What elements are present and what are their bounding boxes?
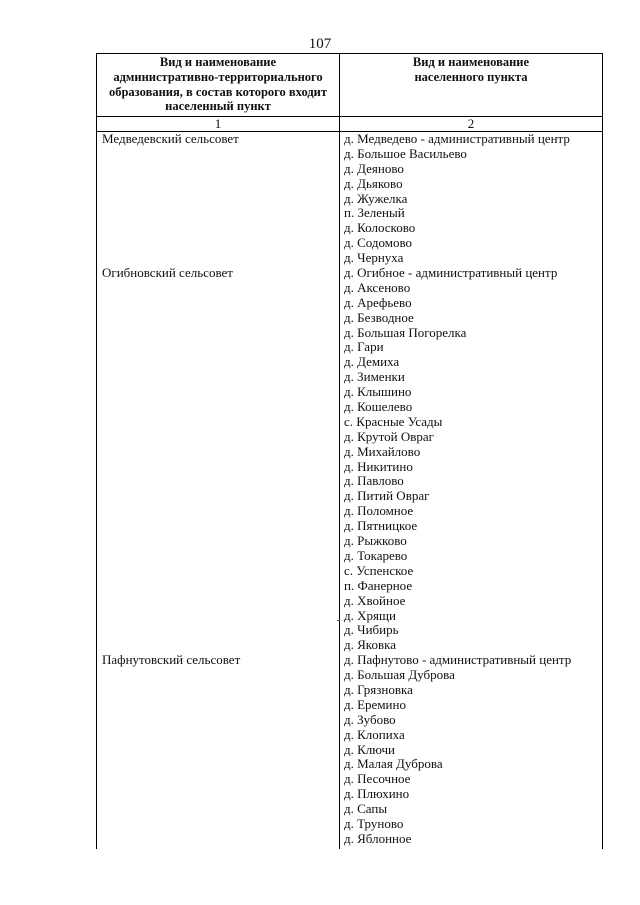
table-row <box>97 757 602 772</box>
table-row <box>97 400 602 415</box>
district-name: Пафнутовский сельсовет <box>102 652 241 668</box>
settlement-name: д. Клышино <box>344 384 412 400</box>
settlement-name: д. Труново <box>344 815 404 831</box>
settlement-name: д. Еремино <box>344 696 406 712</box>
settlement-name: п. Зеленый <box>344 205 405 221</box>
table-row <box>97 385 602 400</box>
settlement-name: д. Демиха <box>344 354 400 370</box>
settlement-name: д. Яковка <box>344 637 396 653</box>
table-body <box>97 132 602 847</box>
settlement-name: д. Малая Дуброва <box>344 756 443 772</box>
settlement-name: д. Большая Дуброва <box>344 667 455 683</box>
settlement-name: д. Яблонное <box>344 830 412 846</box>
settlement-name: д. Ключи <box>344 741 395 757</box>
table-row <box>97 519 602 534</box>
table-row <box>97 504 602 519</box>
table-row <box>97 668 602 683</box>
settlement-name: д. Михайлово <box>344 443 421 459</box>
table-row <box>97 460 602 475</box>
settlement-name: д. Содомово <box>344 235 413 251</box>
settlement-name: д. Песочное <box>344 771 411 787</box>
settlement-name: д. Пятницкое <box>344 518 418 534</box>
table-row <box>97 474 602 489</box>
table-row <box>97 415 602 430</box>
header-col1 <box>97 55 339 114</box>
table-row <box>97 192 602 207</box>
settlement-name: д. Плюхино <box>344 786 410 802</box>
settlement-name: д. Питий Овраг <box>344 488 430 504</box>
table-row <box>97 132 602 147</box>
header-col2 <box>340 55 602 85</box>
table-row <box>97 817 602 832</box>
table-row <box>97 683 602 698</box>
table-row <box>97 728 602 743</box>
settlement-name: д. Дьяково <box>344 175 403 191</box>
settlement-name: с. Успенское <box>344 562 414 578</box>
table-row <box>97 266 602 281</box>
settlement-name: д. Колосково <box>344 220 416 236</box>
table-row <box>97 430 602 445</box>
table-row <box>97 832 602 847</box>
header-col1-line: населенный пункт <box>165 99 271 114</box>
settlement-name: п. Фанерное <box>344 577 413 593</box>
scan-mark <box>337 620 340 621</box>
settlement-name: д. Деяново <box>344 160 404 176</box>
header-col1-line: Вид и наименование <box>159 55 277 69</box>
settlement-name: д. Зубово <box>344 711 396 727</box>
table-row <box>97 355 602 370</box>
header-col2-line: Вид и наименование <box>412 55 530 69</box>
header-col1-line: образования, в состав которого входит <box>108 84 328 99</box>
table-row <box>97 802 602 817</box>
table-row <box>97 564 602 579</box>
settlement-name: д. Огибное - административный центр <box>344 265 558 281</box>
settlement-name: д. Грязновка <box>344 681 413 697</box>
settlement-name: д. Медведево - административный центр <box>344 131 570 146</box>
settlement-name: д. Павлово <box>344 473 404 489</box>
settlement-name: д. Большое Васильево <box>344 145 467 161</box>
settlement-name: д. Хвойное <box>344 592 406 608</box>
table-row <box>97 281 602 296</box>
settlement-name: д. Арефьево <box>344 294 412 310</box>
settlement-name: д. Чибирь <box>344 622 399 638</box>
settlement-name: д. Токарево <box>344 547 408 563</box>
table-row <box>97 534 602 549</box>
table-row <box>97 251 602 266</box>
table-row <box>97 340 602 355</box>
settlement-name: д. Сапы <box>344 801 388 817</box>
district-name: Огибновский сельсовет <box>102 265 233 281</box>
settlement-name: д. Безводное <box>344 309 414 325</box>
table-row <box>97 772 602 787</box>
table-row <box>97 147 602 162</box>
table-row <box>97 653 602 668</box>
settlement-name: д. Пафнутово - административный центр <box>344 652 572 668</box>
table-row <box>97 221 602 236</box>
table-row <box>97 638 602 653</box>
table-row <box>97 623 602 638</box>
table-row <box>97 236 602 251</box>
table-row <box>97 743 602 758</box>
settlements-table <box>96 53 603 849</box>
settlement-name: д. Рыжково <box>344 533 407 549</box>
table-row <box>97 311 602 326</box>
settlement-name: д. Хрящи <box>344 607 396 623</box>
table-row <box>97 177 602 192</box>
settlement-name: д. Никитино <box>344 458 413 474</box>
table-row <box>97 594 602 609</box>
column-number-1: 1 <box>214 116 222 131</box>
column-number-2: 2 <box>467 116 475 131</box>
settlement-name: д. Большая Погорелка <box>344 324 467 340</box>
table-row <box>97 787 602 802</box>
page-number: 107 <box>308 36 332 52</box>
table-row <box>97 370 602 385</box>
settlement-name: д. Чернуха <box>344 250 404 266</box>
table-row <box>97 698 602 713</box>
settlement-name: д. Гари <box>344 339 384 355</box>
table-row <box>97 162 602 177</box>
settlement-name: д. Поломное <box>344 503 414 519</box>
district-name: Медведевский сельсовет <box>102 131 239 146</box>
table-row <box>97 713 602 728</box>
table-row <box>97 445 602 460</box>
header-col1-line: административно-территориального <box>113 69 323 84</box>
settlement-name: д. Клопиха <box>344 726 405 742</box>
table-row <box>97 579 602 594</box>
table-row <box>97 206 602 221</box>
table-row <box>97 326 602 341</box>
settlement-name: д. Зименки <box>344 369 405 385</box>
settlement-name: д. Жужелка <box>344 190 408 206</box>
table-row <box>97 296 602 311</box>
table-row <box>97 549 602 564</box>
header-col2-line: населенного пункта <box>414 69 528 84</box>
table-row <box>97 609 602 624</box>
settlement-name: с. Красные Усады <box>344 413 443 429</box>
settlement-name: д. Крутой Овраг <box>344 428 434 444</box>
table-row <box>97 489 602 504</box>
settlement-name: д. Аксеново <box>344 279 411 295</box>
settlement-name: д. Кошелево <box>344 399 413 415</box>
